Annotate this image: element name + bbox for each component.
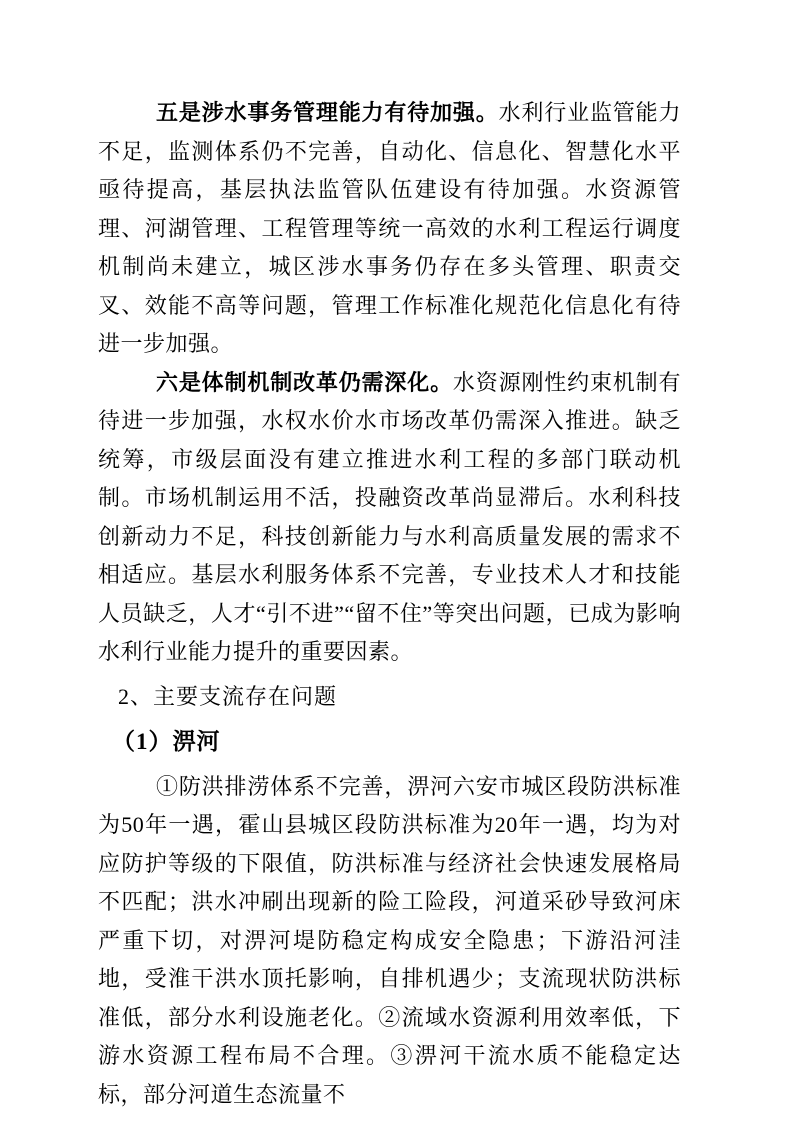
- paragraph-point5-lead: 五是涉水事务管理能力有待加强。: [156, 100, 499, 125]
- paragraph-pihe: [98, 768, 681, 1115]
- paragraph-point5: [98, 94, 681, 364]
- section-heading-tributaries: 2、主要支流存在问题: [118, 683, 338, 709]
- paragraph-pihe-text: ①防洪排涝体系不完善，淠河六安市城区段防洪标准为50年一遇，霍山县城区段防洪标准为20年一遇，均为对应防护等级的下限值，防洪标准与经济社会快速发展格局不匹配；洪水冲刷出现新的险工险段，河道采砂导致河床严重下切，对淠河堤防稳定构成安全隐患；下游沿河洼地，受淮干洪水顶托影响，自排机遇少；支流现状防洪标准低，部分水利设施老化。②流域水资源利用效率低，下游水资源工程布局不合理。③淠河干流水质不能稳定达标，部分河道生态流量不: [98, 773, 681, 1107]
- paragraph-point6: [98, 364, 681, 672]
- paragraph-point5-text: 水利行业监管能力不足，监测体系仍不完善，自动化、信息化、智慧化水平亟待提高，基层执法监管队伍建设有待加强。水资源管理、河湖管理、工程管理等统一高效的水利工程运行调度机制尚未建立，城区涉水事务仍存在多头管理、职责交叉、效能不高等问题，管理工作标准化规范化信息化有待进一步加强。: [98, 100, 681, 356]
- subsection-heading-pihe: （1）淠河: [112, 729, 221, 754]
- paragraph-point6-lead: 六是体制机制改革仍需深化。: [156, 369, 453, 395]
- paragraph-point6-text: 水资源刚性约束机制有待进一步加强，水权水价水市场改革仍需深入推进。缺乏统筹，市级层面没有建立推进水利工程的多部门联动机制。市场机制运用不活，投融资改革尚显滞后。水利科技创新动力不足，科技创新能力与水利高质量发展的需求不相适应。基层水利服务体系不完善，专业技术人才和技能人员缺乏，人才“引不进”“留不住”等突出问题，已成为影响水利行业能力提升的重要因素。: [98, 369, 681, 664]
